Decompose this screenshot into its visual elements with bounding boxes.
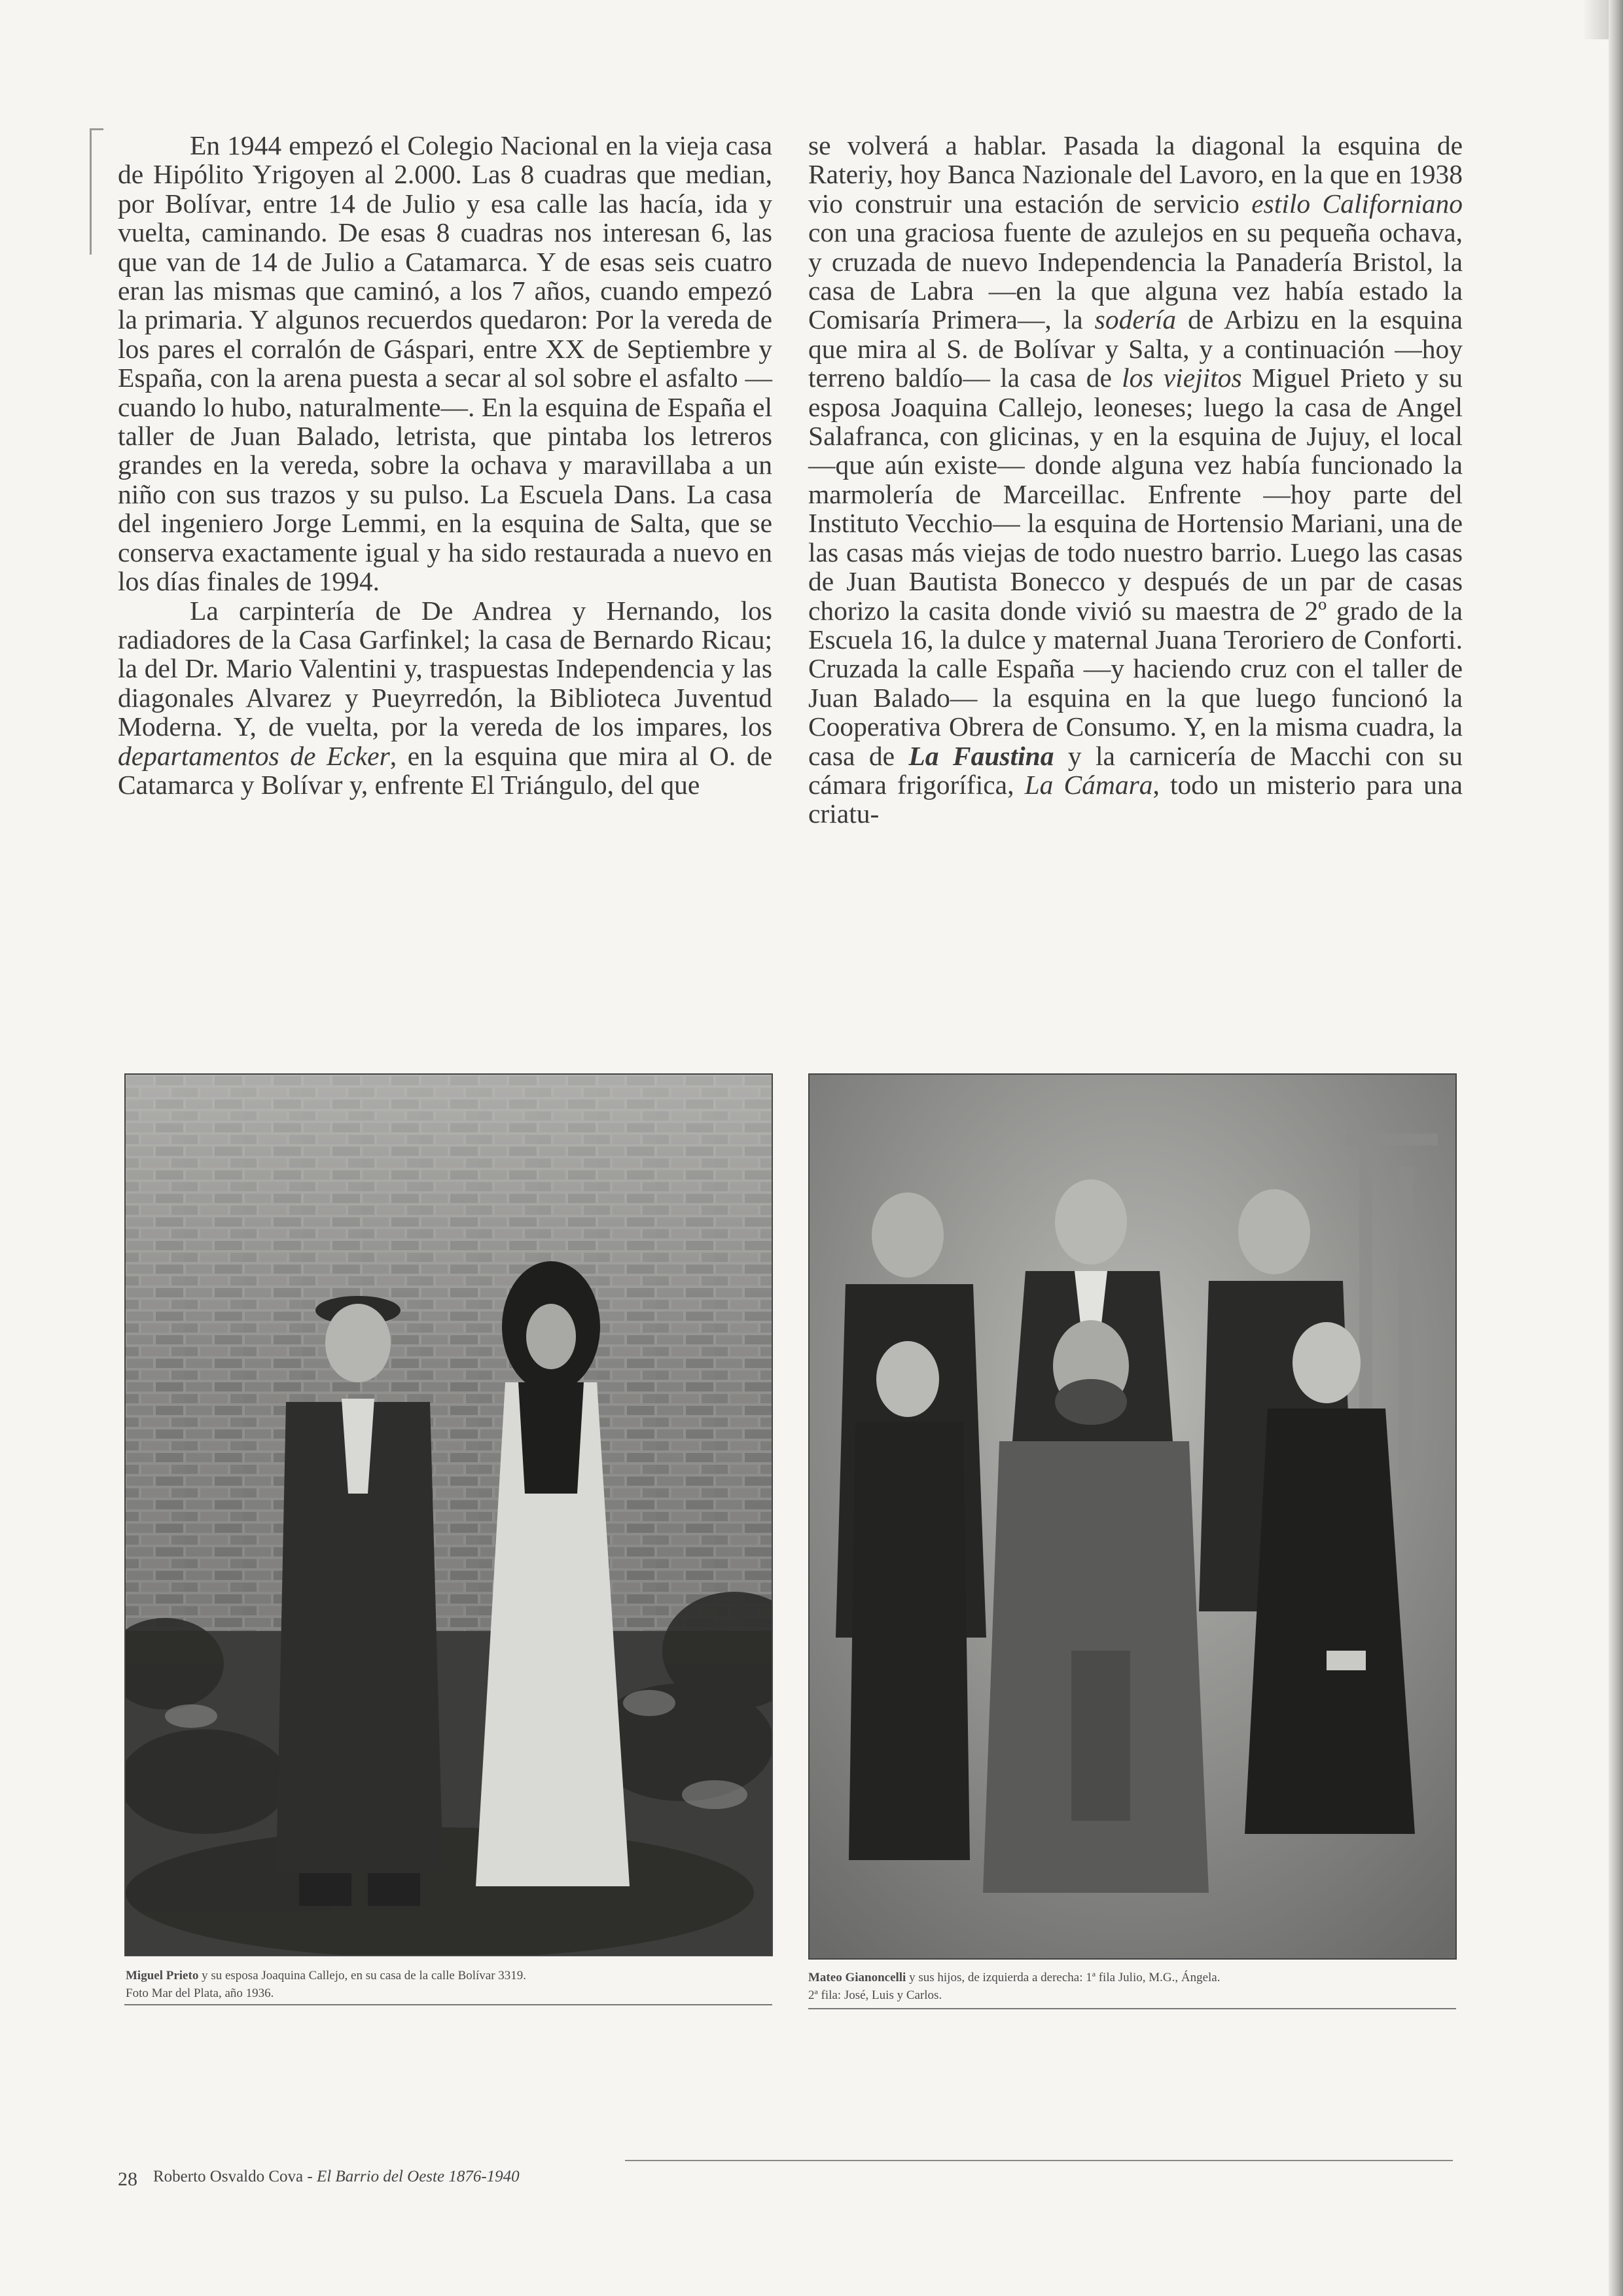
family-photo-image [810,1075,1455,1958]
paragraph-2 [118,596,772,800]
italic-run: estilo Californiano [1251,188,1463,219]
caption-couple-text: y su esposa Joaquina Callejo, en su casa de la calle Bolívar 3319. [202,1969,527,1982]
caption-couple-line2: Foto Mar del Plata, año 1936. [126,1986,274,2000]
ecker-italic: departamentos de Ecker [118,740,390,771]
photo-family [808,1073,1457,1960]
italic-run: La Cámara [1024,769,1153,800]
caption-family-text: y sus hijos, de izquierda a derecha: 1ª fila Julio, M.G., Ángela. [909,1971,1221,1984]
footer-rule [625,2160,1453,2161]
right-text-column [808,131,1463,829]
text-run: Miguel Prieto y su esposa Joaquina Callejo, leoneses; luego la casa de Angel Salafranca, con glicinas, y en la esquina de Jujuy, el local —que aún existe— donde alguna vez había funcionado la marmolería de Marceillac. Enfrente —hoy parte del Instituto Vecchio— la esquina de Hortensio Mariani, una de las casas más viejas de todo nuestro barrio. Luego las casas de Juan Bautista Bonecco y después de un par de casas chorizo la casita donde vivió su maestra de 2º grado de la Escuela 16, la dulce y maternal Juana Teroriero de Conforti. Cruzada la calle España —y haciendo cruz con el taller de Juan Balado— la esquina en la que luego funcionó la Cooperativa Obrera de Consumo. Y, en la misma cuadra, la casa de [808,363,1463,771]
margin-mark [90,128,103,255]
text-run: con una graciosa fuente de azulejos en su pequeña ochava, y cruzada de nuevo Independencia la Panadería Bristol, la casa de Labra —en la que alguna vez había estado la Comisaría Primera—, la [808,217,1463,335]
paragraph-2-end: , en la esquina que mira al O. de Catamarca y Bolívar y, enfrente El Triángulo, del que [118,740,772,800]
caption-family-line1 [808,1969,1456,1986]
page-footer [118,2168,520,2191]
caption-couple-name: Miguel Prieto [126,1969,199,1982]
page-number: 28 [118,2168,137,2190]
paragraph-1: En 1944 empezó el Colegio Nacional en la vieja casa de Hipólito Yrigoyen al 2.000. Las 8 cuadras que median, por Bolívar, entre 14 de Julio y esa calle las hacía, ida y vuelta, caminando. De esas 8 cuadras nos interesan 6, las que van de 14 de Julio a Catamarca. Y de esas seis cuatro eran las mismas que caminó, a los 7 años, cuando empezó la primaria. Y algunos recuerdos quedaron: Por la vereda de los pares el corralón de Gáspari, entre XX de Septiembre y España, con la arena puesta a secar al sol sobre el asfalto —cuando lo hubo, naturalmente—. En la esquina de España el taller de Juan Balado, letrista, que pintaba los letreros grandes en la vereda, sobre la ochava y maravillaba a un niño con sus trazos y su pulso. La Escuela Dans. La casa del ingeniero Jorge Lemmi, en la esquina de Salta, que se conserva exactamente igual y ha sido restaurada a nuevo en los días finales de 1994. [118,130,772,597]
photo-couple [124,1073,773,1956]
text-run: de Arbizu en la esquina que mira al S. de Bolívar y Salta, y a continuación —hoy terreno baldío— la casa de [808,304,1463,393]
caption-couple [126,1967,774,2002]
text-run: y la carnicería de Macchi con su cámara frigorífica, [808,740,1463,800]
caption-couple-line1 [126,1967,774,1984]
footer-author: Roberto Osvaldo Cova - [153,2168,313,2185]
text-run: , todo un misterio para una criatu- [808,769,1463,829]
left-text-column [118,131,772,799]
caption-family-name: Mateo Gianoncelli [808,1971,906,1984]
italic-run: sodería [1094,304,1177,335]
page-shadow [1582,0,1609,39]
caption-rule-right [808,2008,1456,2009]
couple-photo-image [126,1075,772,1955]
caption-family [808,1969,1456,2004]
caption-rule-left [124,2004,772,2005]
italic-run: los viejitos [1122,363,1242,393]
paragraph-2-text: La carpintería de De Andrea y Hernando, los radiadores de la Casa Garfinkel; la casa de Bernardo Ricau; la del Dr. Mario Valentini y, traspuestas Independencia y las diagonales Alvarez y Pueyrredón, la Biblioteca Juventud Moderna. Y, de vuelta, por la vereda de los impares, los [118,595,772,742]
caption-family-line2: 2ª fila: José, Luis y Carlos. [808,1988,942,2002]
footer-book-title: El Barrio del Oeste 1876-1940 [316,2168,520,2185]
text-run: se volverá a hablar. Pasada la diagonal la esquina de Rateriy, hoy Banca Nazionale del Lavoro, en la que en 1938 vio construir una estación de servicio [808,130,1463,219]
page-edge [1609,0,1623,2296]
paragraph-3 [808,131,1463,829]
bold-italic-run: La Faustina [908,740,1054,771]
